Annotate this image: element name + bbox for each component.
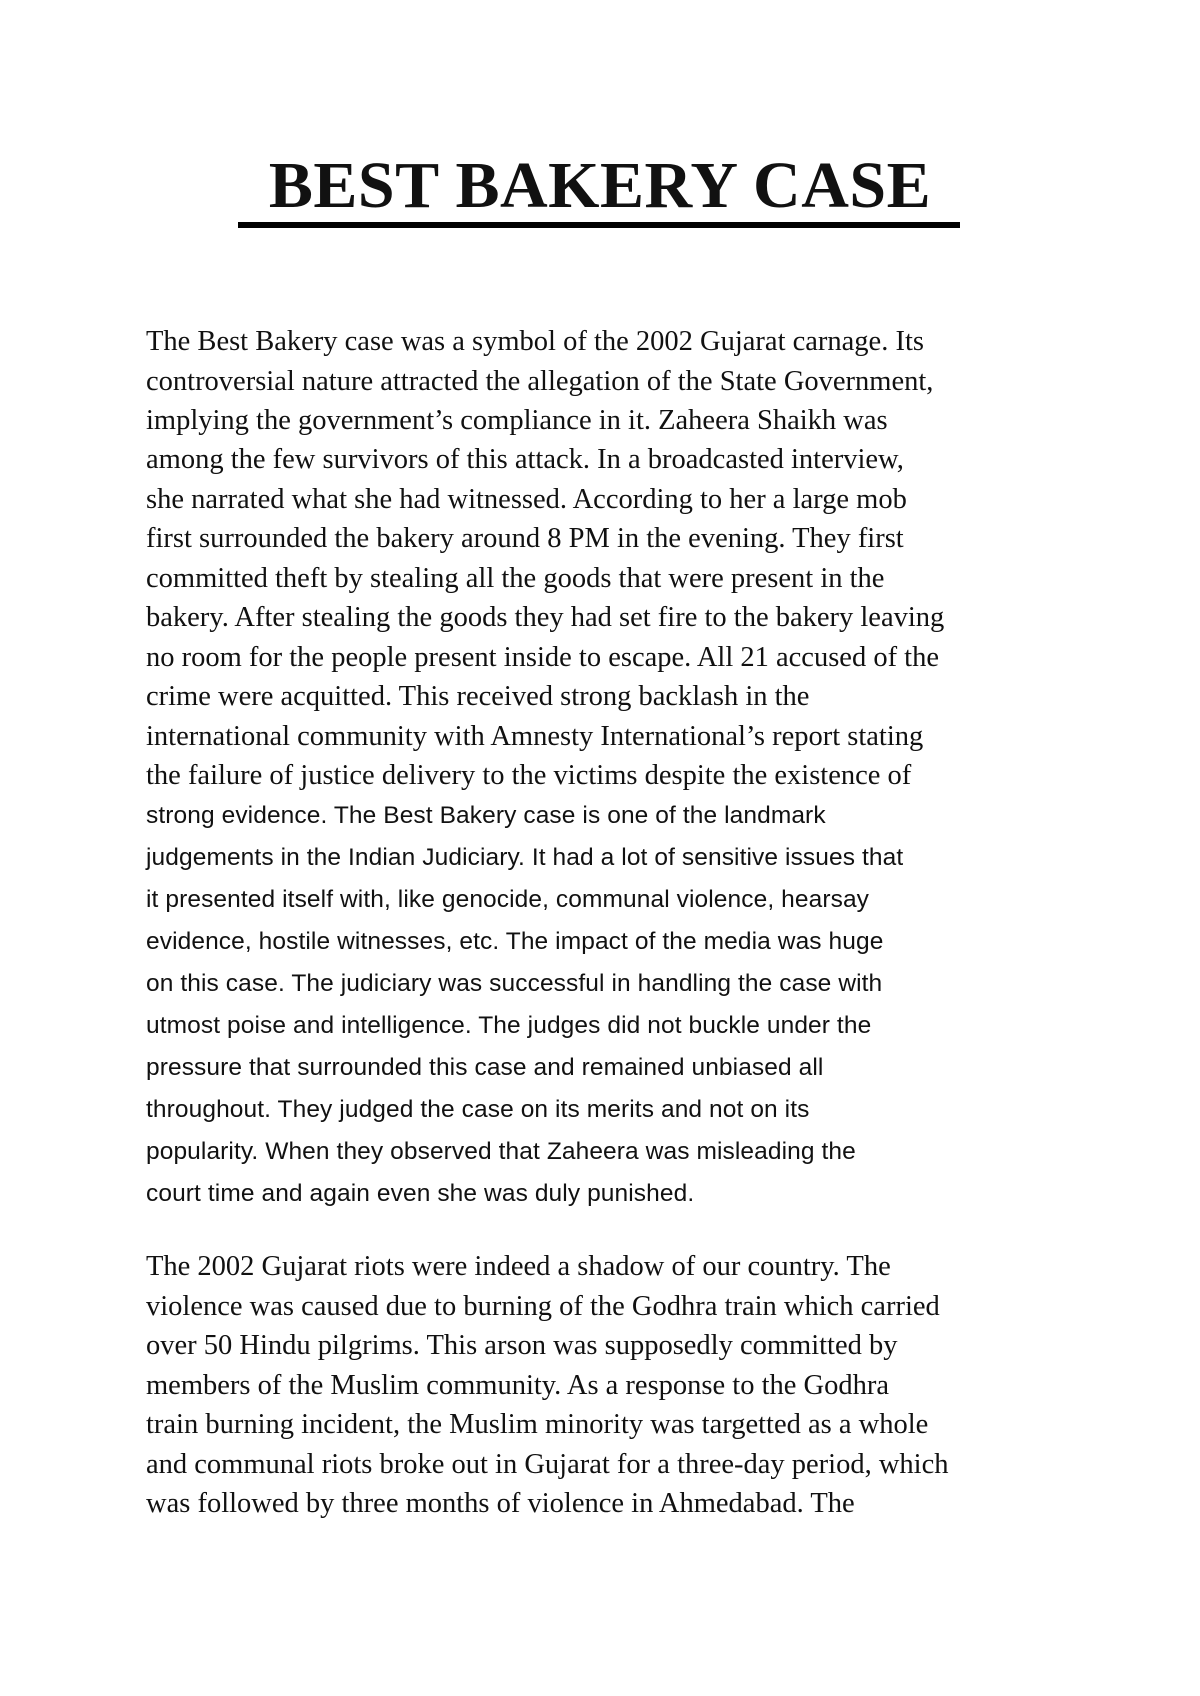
paragraph-1-line: strong evidence. The Best Bakery case is one of the landmark: [146, 802, 826, 829]
paragraph-1-line: international community with Amnesty International’s report stating: [146, 721, 924, 752]
paragraph-1-line: evidence, hostile witnesses, etc. The impact of the media was huge: [146, 928, 884, 955]
paragraph-1-line: no room for the people present inside to escape. All 21 accused of the: [146, 642, 940, 673]
paragraph-2-line: members of the Muslim community. As a response to the Godhra: [146, 1370, 889, 1401]
paragraph-1-line: throughout. They judged the case on its merits and not on its: [146, 1096, 810, 1123]
paragraph-1-line: the failure of justice delivery to the victims despite the existence of: [146, 760, 912, 791]
paragraph-2-line: was followed by three months of violence in Ahmedabad. The: [146, 1488, 855, 1519]
page-title: BEST BAKERY CASE: [268, 149, 932, 222]
paragraph-1-line: The Best Bakery case was a symbol of the 2002 Gujarat carnage. Its: [146, 326, 924, 357]
paragraph-1-line: among the few survivors of this attack. In a broadcasted interview,: [146, 444, 904, 475]
paragraph-1-line: bakery. After stealing the goods they had set fire to the bakery leaving: [146, 602, 945, 633]
paragraph-1-line: implying the government’s compliance in it. Zaheera Shaikh was: [146, 405, 888, 436]
paragraph-1-line: court time and again even she was duly punished.: [146, 1180, 695, 1207]
paragraph-1-line: judgements in the Indian Judiciary. It had a lot of sensitive issues that: [146, 844, 904, 871]
paragraph-1-line: it presented itself with, like genocide, communal violence, hearsay: [146, 886, 870, 913]
paragraph-1-line: pressure that surrounded this case and remained unbiased all: [146, 1054, 824, 1081]
paragraph-2-line: and communal riots broke out in Gujarat for a three-day period, which: [146, 1449, 949, 1480]
paragraph-1-line: crime were acquitted. This received strong backlash in the: [146, 681, 810, 712]
paragraph-1-line: she narrated what she had witnessed. According to her a large mob: [146, 484, 907, 515]
paragraph-1-line: popularity. When they observed that Zaheera was misleading the: [146, 1138, 856, 1165]
paragraph-1-line: controversial nature attracted the allegation of the State Government,: [146, 366, 934, 397]
paragraph-2-line: The 2002 Gujarat riots were indeed a shadow of our country. The: [146, 1251, 891, 1282]
paragraph-2-line: violence was caused due to burning of the Godhra train which carried: [146, 1291, 940, 1322]
paragraph-2-line: over 50 Hindu pilgrims. This arson was supposedly committed by: [146, 1330, 898, 1361]
paragraph-1-line: on this case. The judiciary was successful in handling the case with: [146, 970, 883, 997]
paragraph-1-line: utmost poise and intelligence. The judges did not buckle under the: [146, 1012, 872, 1039]
title-underline: [238, 222, 960, 228]
paragraph-2-line: train burning incident, the Muslim minority was targetted as a whole: [146, 1409, 929, 1440]
paragraph-1-line: first surrounded the bakery around 8 PM in the evening. They first: [146, 523, 904, 554]
paragraph-1-line: committed theft by stealing all the goods that were present in the: [146, 563, 885, 594]
